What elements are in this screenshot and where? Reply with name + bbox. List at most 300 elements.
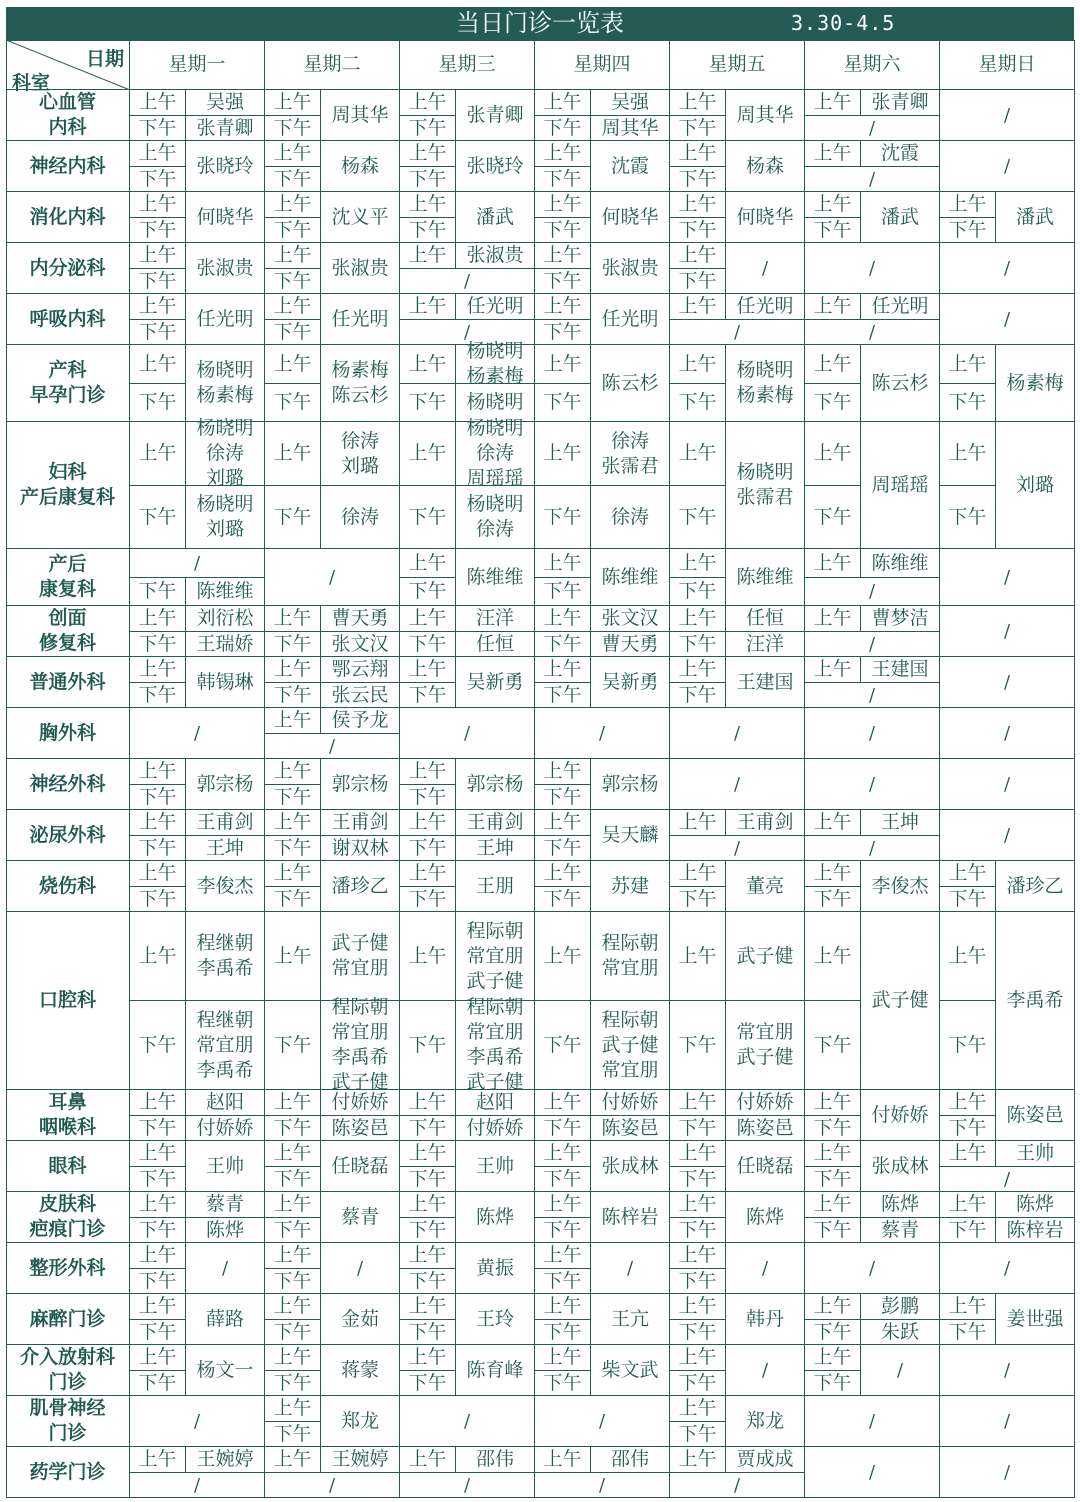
page-title: 当日门诊一览表 bbox=[456, 9, 624, 37]
doctor-name: 王瑞娇 bbox=[186, 632, 265, 657]
pm-label: 下午 bbox=[535, 320, 591, 345]
pm-label: 下午 bbox=[805, 1116, 861, 1141]
am-label: 上午 bbox=[805, 606, 861, 632]
dept-name: 创面 修复科 bbox=[6, 606, 130, 657]
doctor-name: 付娇娇 bbox=[321, 1090, 400, 1116]
pm-label: 下午 bbox=[400, 683, 456, 708]
doctor-name: 王甫剑 bbox=[321, 810, 400, 836]
doctor-name: 张文汉 bbox=[321, 632, 400, 657]
am-label: 上午 bbox=[130, 294, 186, 320]
am-label: 上午 bbox=[130, 1345, 186, 1371]
empty-slot: / bbox=[805, 167, 940, 192]
doctor-name: 张成林 bbox=[591, 1141, 670, 1192]
am-label: 上午 bbox=[130, 810, 186, 836]
dept-name: 内分泌科 bbox=[6, 243, 130, 294]
am-label: 上午 bbox=[535, 861, 591, 887]
doctor-name: 陈姿邑 bbox=[726, 1116, 805, 1141]
doctor-name: 杨素梅 bbox=[996, 345, 1075, 422]
pm-label: 下午 bbox=[400, 167, 456, 192]
am-label: 上午 bbox=[265, 1345, 321, 1371]
doctor-name: 杨晓明 bbox=[456, 384, 535, 422]
doctor-name: 陈姿邑 bbox=[321, 1116, 400, 1141]
am-label: 上午 bbox=[670, 1345, 726, 1371]
pm-label: 下午 bbox=[400, 1218, 456, 1243]
doctor-name: 程继朝 常宜朋 李禹希 bbox=[186, 1001, 265, 1090]
doctor-name: 程际朝 常宜朋 李禹希 武子健 bbox=[456, 1001, 535, 1090]
dept-name: 妇科 产后康复科 bbox=[6, 422, 130, 549]
am-label: 上午 bbox=[400, 1294, 456, 1320]
doctor-name: 陈烨 bbox=[726, 1192, 805, 1243]
am-label: 上午 bbox=[670, 422, 726, 486]
pm-label: 下午 bbox=[940, 887, 996, 912]
pm-label: 下午 bbox=[130, 116, 186, 141]
pm-label: 下午 bbox=[400, 1116, 456, 1141]
am-label: 上午 bbox=[265, 1090, 321, 1116]
doctor-name: 陈云杉 bbox=[861, 345, 940, 422]
doctor-name: 杨晓明 杨素梅 bbox=[456, 345, 535, 384]
am-label: 上午 bbox=[130, 243, 186, 269]
doctor-name: 武子健 bbox=[861, 912, 940, 1090]
doctor-name: 李俊杰 bbox=[861, 861, 940, 912]
am-label: 上午 bbox=[265, 1243, 321, 1269]
pm-label: 下午 bbox=[805, 1320, 861, 1345]
pm-label: 下午 bbox=[130, 1320, 186, 1345]
doctor-name: 王帅 bbox=[456, 1141, 535, 1192]
doctor-name: 鄂云翔 bbox=[321, 657, 400, 683]
empty-slot: / bbox=[805, 632, 940, 657]
doctor-name: 郭宗杨 bbox=[456, 759, 535, 810]
doctor-name: 王婉婷 bbox=[186, 1447, 265, 1473]
empty-slot: / bbox=[805, 836, 940, 861]
empty-slot: / bbox=[940, 90, 1075, 141]
doctor-name: 王婉婷 bbox=[321, 1447, 400, 1473]
day-header: 星期六 bbox=[805, 40, 940, 90]
corner-date-label: 日期 bbox=[86, 48, 125, 70]
doctor-name: 李俊杰 bbox=[186, 861, 265, 912]
pm-label: 下午 bbox=[940, 486, 996, 549]
doctor-name: 刘璐 bbox=[996, 422, 1075, 549]
pm-label: 下午 bbox=[535, 218, 591, 243]
doctor-name: 张晓玲 bbox=[186, 141, 265, 192]
am-label: 上午 bbox=[130, 1243, 186, 1269]
pm-label: 下午 bbox=[130, 785, 186, 810]
empty-slot: / bbox=[535, 1473, 670, 1498]
empty-slot: / bbox=[805, 1243, 940, 1294]
doctor-name: 张青卿 bbox=[861, 90, 940, 116]
doctor-name: 金茹 bbox=[321, 1294, 400, 1345]
pm-label: 下午 bbox=[265, 1269, 321, 1294]
empty-slot: / bbox=[940, 549, 1075, 606]
doctor-name: 吴强 bbox=[186, 90, 265, 116]
day-header: 星期五 bbox=[670, 40, 805, 90]
doctor-name: 任光明 bbox=[456, 294, 535, 320]
am-label: 上午 bbox=[535, 1345, 591, 1371]
empty-slot: / bbox=[130, 1473, 265, 1498]
am-label: 上午 bbox=[400, 606, 456, 632]
doctor-name: 董亮 bbox=[726, 861, 805, 912]
doctor-name: 苏建 bbox=[591, 861, 670, 912]
am-label: 上午 bbox=[670, 1396, 726, 1422]
dept-name: 药学门诊 bbox=[6, 1447, 130, 1498]
empty-slot: / bbox=[805, 243, 940, 294]
doctor-name: 周其华 bbox=[321, 90, 400, 141]
doctor-name: 任恒 bbox=[456, 632, 535, 657]
pm-label: 下午 bbox=[535, 1371, 591, 1396]
am-label: 上午 bbox=[805, 1192, 861, 1218]
am-label: 上午 bbox=[940, 345, 996, 384]
am-label: 上午 bbox=[670, 1294, 726, 1320]
pm-label: 下午 bbox=[670, 1001, 726, 1090]
am-label: 上午 bbox=[805, 1294, 861, 1320]
pm-label: 下午 bbox=[265, 167, 321, 192]
doctor-name: 陈维维 bbox=[726, 549, 805, 606]
doctor-name: 陈梓岩 bbox=[591, 1192, 670, 1243]
doctor-name: 陈梓岩 bbox=[996, 1218, 1075, 1243]
pm-label: 下午 bbox=[535, 887, 591, 912]
dept-name: 产科 早孕门诊 bbox=[6, 345, 130, 422]
pm-label: 下午 bbox=[265, 218, 321, 243]
am-label: 上午 bbox=[535, 90, 591, 116]
doctor-name: 付娇娇 bbox=[726, 1090, 805, 1116]
doctor-name: 何晓华 bbox=[726, 192, 805, 243]
pm-label: 下午 bbox=[535, 578, 591, 606]
am-label: 上午 bbox=[265, 345, 321, 384]
dept-name: 普通外科 bbox=[6, 657, 130, 708]
pm-label: 下午 bbox=[265, 269, 321, 294]
doctor-name: 郭宗杨 bbox=[321, 759, 400, 810]
doctor-name: 张晓玲 bbox=[456, 141, 535, 192]
doctor-name: 程际朝 常宜朋 李禹希 武子健 bbox=[321, 1001, 400, 1090]
pm-label: 下午 bbox=[535, 836, 591, 861]
pm-label: 下午 bbox=[670, 486, 726, 549]
am-label: 上午 bbox=[265, 1294, 321, 1320]
pm-label: 下午 bbox=[535, 1269, 591, 1294]
doctor-name: 程继朝 李禹希 bbox=[186, 912, 265, 1001]
am-label: 上午 bbox=[670, 810, 726, 836]
doctor-name: 侯予龙 bbox=[321, 708, 400, 734]
doctor-name: 蔡青 bbox=[186, 1192, 265, 1218]
pm-label: 下午 bbox=[130, 887, 186, 912]
am-label: 上午 bbox=[400, 1243, 456, 1269]
doctor-name: 王坤 bbox=[861, 810, 940, 836]
am-label: 上午 bbox=[535, 810, 591, 836]
dept-name: 烧伤科 bbox=[6, 861, 130, 912]
am-label: 上午 bbox=[130, 1447, 186, 1473]
am-label: 上午 bbox=[535, 657, 591, 683]
pm-label: 下午 bbox=[130, 1269, 186, 1294]
dept-name: 眼科 bbox=[6, 1141, 130, 1192]
day-header: 星期四 bbox=[535, 40, 670, 90]
dept-name: 神经内科 bbox=[6, 141, 130, 192]
empty-slot: / bbox=[670, 708, 805, 759]
am-label: 上午 bbox=[400, 294, 456, 320]
doctor-name: 姜世强 bbox=[996, 1294, 1075, 1345]
doctor-name: 贾成成 bbox=[726, 1447, 805, 1473]
empty-slot: / bbox=[535, 708, 670, 759]
pm-label: 下午 bbox=[805, 486, 861, 549]
pm-label: 下午 bbox=[535, 384, 591, 422]
doctor-name: 柴文武 bbox=[591, 1345, 670, 1396]
pm-label: 下午 bbox=[265, 887, 321, 912]
pm-label: 下午 bbox=[130, 683, 186, 708]
doctor-name: 武子健 bbox=[726, 912, 805, 1001]
doctor-name: 杨素梅 陈云杉 bbox=[321, 345, 400, 422]
pm-label: 下午 bbox=[400, 1001, 456, 1090]
doctor-name: 赵阳 bbox=[456, 1090, 535, 1116]
pm-label: 下午 bbox=[535, 1167, 591, 1192]
am-label: 上午 bbox=[400, 243, 456, 269]
am-label: 上午 bbox=[535, 141, 591, 167]
doctor-name: 任晓磊 bbox=[321, 1141, 400, 1192]
doctor-name: 付娇娇 bbox=[456, 1116, 535, 1141]
pm-label: 下午 bbox=[535, 116, 591, 141]
pm-label: 下午 bbox=[805, 887, 861, 912]
am-label: 上午 bbox=[670, 90, 726, 116]
am-label: 上午 bbox=[400, 192, 456, 218]
pm-label: 下午 bbox=[400, 1320, 456, 1345]
doctor-name: 张淑贵 bbox=[456, 243, 535, 269]
empty-slot: / bbox=[805, 708, 940, 759]
am-label: 上午 bbox=[400, 422, 456, 486]
dept-name: 胸外科 bbox=[6, 708, 130, 759]
pm-label: 下午 bbox=[265, 1422, 321, 1447]
pm-label: 下午 bbox=[130, 384, 186, 422]
doctor-name: 吴新勇 bbox=[591, 657, 670, 708]
date-range: 3.30-4.5 bbox=[791, 11, 896, 35]
pm-label: 下午 bbox=[400, 218, 456, 243]
am-label: 上午 bbox=[400, 1447, 456, 1473]
doctor-name: 周其华 bbox=[591, 116, 670, 141]
am-label: 上午 bbox=[265, 141, 321, 167]
am-label: 上午 bbox=[535, 192, 591, 218]
am-label: 上午 bbox=[670, 912, 726, 1001]
pm-label: 下午 bbox=[535, 1218, 591, 1243]
pm-label: 下午 bbox=[670, 1371, 726, 1396]
doctor-name: 郑龙 bbox=[321, 1396, 400, 1447]
empty-slot: / bbox=[805, 116, 940, 141]
doctor-name: / bbox=[726, 243, 805, 294]
pm-label: 下午 bbox=[940, 1218, 996, 1243]
empty-slot: / bbox=[400, 708, 535, 759]
doctor-name: 杨晓明 徐涛 刘璐 bbox=[186, 422, 265, 486]
am-label: 上午 bbox=[400, 141, 456, 167]
pm-label: 下午 bbox=[400, 785, 456, 810]
am-label: 上午 bbox=[400, 1090, 456, 1116]
am-label: 上午 bbox=[130, 345, 186, 384]
pm-label: 下午 bbox=[670, 1218, 726, 1243]
empty-slot: / bbox=[940, 1447, 1075, 1498]
doctor-name: 杨晓明 徐涛 bbox=[456, 486, 535, 549]
doctor-name: 张淑贵 bbox=[591, 243, 670, 294]
pm-label: 下午 bbox=[670, 1116, 726, 1141]
pm-label: 下午 bbox=[535, 632, 591, 657]
am-label: 上午 bbox=[535, 1243, 591, 1269]
doctor-name: 王甫剑 bbox=[456, 810, 535, 836]
am-label: 上午 bbox=[400, 549, 456, 578]
am-label: 上午 bbox=[130, 422, 186, 486]
doctor-name: 陈烨 bbox=[861, 1192, 940, 1218]
empty-slot: / bbox=[805, 1396, 940, 1447]
doctor-name: 陈云杉 bbox=[591, 345, 670, 422]
am-label: 上午 bbox=[805, 810, 861, 836]
pm-label: 下午 bbox=[670, 578, 726, 606]
doctor-name: 韩锡琳 bbox=[186, 657, 265, 708]
doctor-name: 潘武 bbox=[861, 192, 940, 243]
doctor-name: / bbox=[861, 1345, 940, 1396]
doctor-name: / bbox=[321, 1243, 400, 1294]
empty-slot: / bbox=[265, 549, 400, 606]
dept-name: 神经外科 bbox=[6, 759, 130, 810]
empty-slot: / bbox=[670, 320, 805, 345]
am-label: 上午 bbox=[670, 657, 726, 683]
pm-label: 下午 bbox=[940, 218, 996, 243]
dept-name: 消化内科 bbox=[6, 192, 130, 243]
empty-slot: / bbox=[400, 1396, 535, 1447]
am-label: 上午 bbox=[265, 90, 321, 116]
day-header: 星期一 bbox=[130, 40, 265, 90]
doctor-name: 程际朝 武子健 常宜朋 bbox=[591, 1001, 670, 1090]
doctor-name: 王坤 bbox=[186, 836, 265, 861]
dept-name: 整形外科 bbox=[6, 1243, 130, 1294]
doctor-name: 郭宗杨 bbox=[186, 759, 265, 810]
am-label: 上午 bbox=[400, 345, 456, 384]
empty-slot: / bbox=[535, 1396, 670, 1447]
doctor-name: 杨晓明 徐涛 周瑶瑶 bbox=[456, 422, 535, 486]
am-label: 上午 bbox=[940, 422, 996, 486]
pm-label: 下午 bbox=[535, 785, 591, 810]
am-label: 上午 bbox=[265, 1141, 321, 1167]
doctor-name: 吴强 bbox=[591, 90, 670, 116]
am-label: 上午 bbox=[130, 657, 186, 683]
pm-label: 下午 bbox=[400, 116, 456, 141]
dept-name: 肌骨神经 门诊 bbox=[6, 1396, 130, 1447]
doctor-name: 程际朝 常宜朋 bbox=[591, 912, 670, 1001]
am-label: 上午 bbox=[940, 912, 996, 1001]
doctor-name: 任光明 bbox=[591, 294, 670, 345]
empty-slot: / bbox=[400, 1473, 535, 1498]
am-label: 上午 bbox=[535, 345, 591, 384]
pm-label: 下午 bbox=[940, 1001, 996, 1090]
pm-label: 下午 bbox=[535, 1001, 591, 1090]
doctor-name: 谢双林 bbox=[321, 836, 400, 861]
pm-label: 下午 bbox=[400, 486, 456, 549]
am-label: 上午 bbox=[130, 1090, 186, 1116]
am-label: 上午 bbox=[400, 1345, 456, 1371]
doctor-name: 沈义平 bbox=[321, 192, 400, 243]
doctor-name: 陈姿邑 bbox=[591, 1116, 670, 1141]
pm-label: 下午 bbox=[265, 785, 321, 810]
doctor-name: 张文汉 bbox=[591, 606, 670, 632]
am-label: 上午 bbox=[535, 243, 591, 269]
doctor-name: / bbox=[186, 1243, 265, 1294]
pm-label: 下午 bbox=[670, 683, 726, 708]
doctor-name: 周瑶瑶 bbox=[861, 422, 940, 549]
doctor-name: 蔡青 bbox=[321, 1192, 400, 1243]
am-label: 上午 bbox=[535, 606, 591, 632]
pm-label: 下午 bbox=[940, 1116, 996, 1141]
am-label: 上午 bbox=[805, 657, 861, 683]
doctor-name: 吴天麟 bbox=[591, 810, 670, 861]
doctor-name: 周其华 bbox=[726, 90, 805, 141]
pm-label: 下午 bbox=[265, 1371, 321, 1396]
pm-label: 下午 bbox=[805, 384, 861, 422]
pm-label: 下午 bbox=[535, 683, 591, 708]
doctor-name: 张成林 bbox=[861, 1141, 940, 1192]
empty-slot: / bbox=[805, 320, 940, 345]
am-label: 上午 bbox=[805, 192, 861, 218]
pm-label: 下午 bbox=[265, 1001, 321, 1090]
doctor-name: 潘珍乙 bbox=[321, 861, 400, 912]
doctor-name: 陈维维 bbox=[591, 549, 670, 606]
pm-label: 下午 bbox=[535, 167, 591, 192]
dept-name: 麻醉门诊 bbox=[6, 1294, 130, 1345]
doctor-name: 陈维维 bbox=[456, 549, 535, 606]
pm-label: 下午 bbox=[535, 486, 591, 549]
doctor-name: 张淑贵 bbox=[321, 243, 400, 294]
doctor-name: 陈烨 bbox=[456, 1192, 535, 1243]
am-label: 上午 bbox=[265, 294, 321, 320]
empty-slot: / bbox=[670, 759, 805, 810]
am-label: 上午 bbox=[130, 912, 186, 1001]
am-label: 上午 bbox=[535, 1192, 591, 1218]
am-label: 上午 bbox=[265, 759, 321, 785]
doctor-name: 赵阳 bbox=[186, 1090, 265, 1116]
am-label: 上午 bbox=[940, 861, 996, 887]
doctor-name: 潘武 bbox=[996, 192, 1075, 243]
am-label: 上午 bbox=[670, 549, 726, 578]
am-label: 上午 bbox=[265, 606, 321, 632]
pm-label: 下午 bbox=[265, 384, 321, 422]
am-label: 上午 bbox=[535, 549, 591, 578]
pm-label: 下午 bbox=[535, 1116, 591, 1141]
doctor-name: 王甫剑 bbox=[186, 810, 265, 836]
pm-label: 下午 bbox=[400, 578, 456, 606]
am-label: 上午 bbox=[535, 912, 591, 1001]
empty-slot: / bbox=[805, 759, 940, 810]
corner-dept-label: 科室 bbox=[12, 72, 51, 94]
pm-label: 下午 bbox=[670, 269, 726, 294]
dept-name: 皮肤科 疤痕门诊 bbox=[6, 1192, 130, 1243]
day-header: 星期日 bbox=[940, 40, 1075, 90]
dept-name: 口腔科 bbox=[6, 912, 130, 1090]
am-label: 上午 bbox=[670, 1243, 726, 1269]
am-label: 上午 bbox=[130, 192, 186, 218]
doctor-name: 任晓磊 bbox=[726, 1141, 805, 1192]
am-label: 上午 bbox=[130, 1141, 186, 1167]
pm-label: 下午 bbox=[265, 683, 321, 708]
pm-label: 下午 bbox=[265, 1218, 321, 1243]
am-label: 上午 bbox=[265, 422, 321, 486]
pm-label: 下午 bbox=[670, 384, 726, 422]
am-label: 上午 bbox=[805, 422, 861, 486]
am-label: 上午 bbox=[400, 1192, 456, 1218]
am-label: 上午 bbox=[130, 1294, 186, 1320]
pm-label: 下午 bbox=[265, 632, 321, 657]
pm-label: 下午 bbox=[265, 1116, 321, 1141]
dept-name: 呼吸内科 bbox=[6, 294, 130, 345]
am-label: 上午 bbox=[535, 1447, 591, 1473]
pm-label: 下午 bbox=[535, 269, 591, 294]
doctor-name: 杨森 bbox=[321, 141, 400, 192]
pm-label: 下午 bbox=[265, 486, 321, 549]
doctor-name: 陈维维 bbox=[186, 578, 265, 606]
am-label: 上午 bbox=[670, 1141, 726, 1167]
empty-slot: / bbox=[940, 657, 1075, 708]
am-label: 上午 bbox=[805, 912, 861, 1001]
empty-slot: / bbox=[940, 294, 1075, 345]
am-label: 上午 bbox=[265, 1396, 321, 1422]
empty-slot: / bbox=[670, 836, 805, 861]
